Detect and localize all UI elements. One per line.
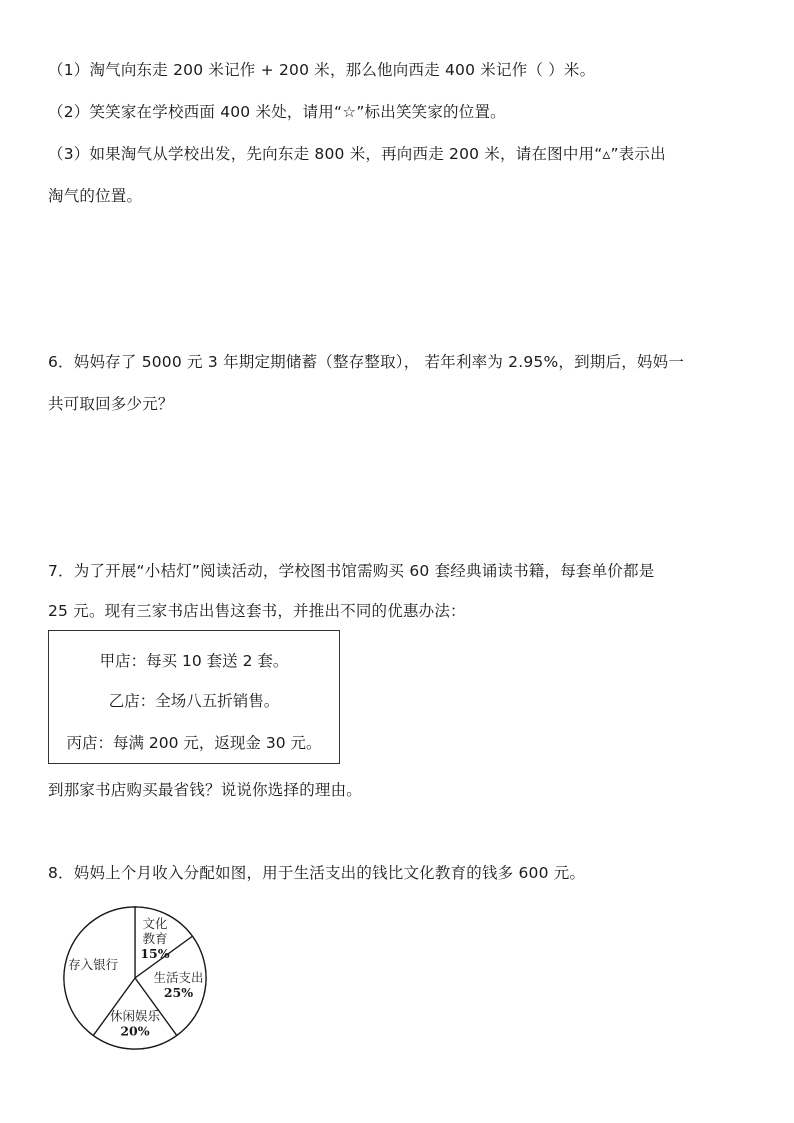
question-6-line-2: 共可取回多少元？ — [48, 395, 174, 413]
income-pie-chart — [60, 902, 220, 1054]
question-5-part-1: （1）淘气向东走 200 米记作 + 200 米，那么他向西走 400 米记作（ ）米。 — [48, 61, 596, 79]
offer-store-b: 乙店：全场八五折销售。 — [108, 692, 280, 710]
question-5-part-3-line-2: 淘气的位置。 — [48, 187, 143, 205]
question-7-line-2: 25 元。现有三家书店出售这套书，并推出不同的优惠办法： — [48, 602, 466, 620]
pie-slice-value-label: 15% — [140, 946, 170, 962]
question-7-line-1: 7．为了开展“小桔灯”阅读活动，学校图书馆需购买 60 套经典诵读书籍，每套单价都是 — [48, 562, 655, 580]
store-offers-box — [48, 630, 340, 764]
pie-slice-label: 文化 — [142, 916, 168, 932]
pie-slice-label: 教育 — [142, 931, 168, 947]
question-8-line: 8．妈妈上个月收入分配如图，用于生活支出的钱比文化教育的钱多 600 元。 — [48, 864, 586, 882]
question-6-line-1: 6．妈妈存了 5000 元 3 年期定期储蓄（整存整取）， 若年利率为 2.95%，到期后，妈妈一 — [48, 353, 685, 371]
pie-slice-label: 存入银行 — [68, 956, 119, 972]
question-5-part-3-line-1: （3）如果淘气从学校出发，先向东走 800 米，再向西走 200 米，请在图中用“▵”表示出 — [48, 145, 666, 163]
pie-slice-value-label: 25% — [163, 984, 194, 1000]
pie-slice-label: 生活支出 — [153, 969, 204, 985]
offer-store-c: 丙店：每满 200 元，返现金 30 元。 — [66, 734, 322, 752]
pie-slice-value-label: 20% — [120, 1023, 150, 1039]
offer-store-a: 甲店：每买 10 套送 2 套。 — [99, 652, 289, 670]
question-7-line-3: 到那家书店购买最省钱？说说你选择的理由。 — [48, 781, 363, 799]
question-5-part-2: （2）笑笑家在学校西面 400 米处，请用“☆”标出笑笑家的位置。 — [48, 103, 506, 121]
pie-slice-label: 休闲娱乐 — [109, 1008, 161, 1024]
